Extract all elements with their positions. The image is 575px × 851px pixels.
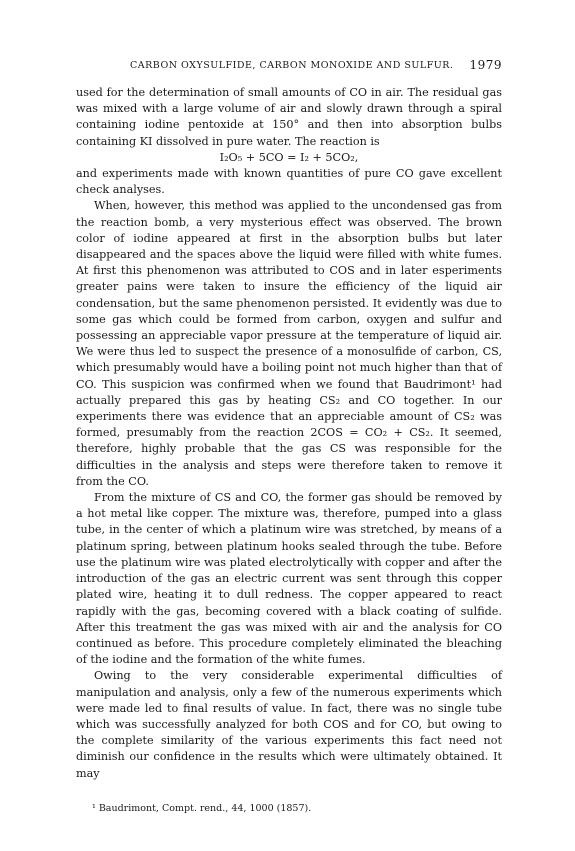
paragraph-1: used for the determination of small amounts of CO in air. The residual gas was mixed with a large volume of air and slowly drawn through a spiral containing iodine pentoxide at 150° and then into absorption bulbs containing KI dissolved in pure water. The reaction is <box>76 86 502 148</box>
running-header <box>82 58 502 74</box>
running-title: CARBON OXYSULFIDE, CARBON MONOXIDE AND SULFUR. <box>130 60 454 71</box>
body-text <box>76 85 502 782</box>
paragraph-1-continued: and experiments made with known quantities of pure CO gave excellent check analyses. <box>76 167 502 197</box>
footnote: ¹ Baudrimont, Compt. rend., 44, 1000 (1857). <box>92 803 312 814</box>
paragraph-4: Owing to the very considerable experimental difficulties of manipulation and analysis, only a few of the numerous experiments which were made led to final results of value. In fact, there was no single tube which was successfully analyzed for both COS and for CO, but owing to the complete similarity of the various experiments this fact need not diminish our confidence in the results which were ultimately obtained. It may <box>76 669 502 780</box>
reaction-equation: I₂O₅ + 5CO = I₂ + 5CO₂, <box>219 150 359 164</box>
page-number: 1979 <box>469 58 502 72</box>
paragraph-3: From the mixture of CS and CO, the former gas should be removed by a hot metal like copper. The mixture was, therefore, pumped into a glass tube, in the center of which a platinum wire was stretched, by means of a platinum spring, between platinum hooks sealed through the tube. Before use the platinum wire was plated electrolytically with copper and after the introduction of the gas an electric current was sent through this copper plated wire, heating it to dull redness. The copper appeared to react rapidly with the gas, becoming covered with a black coating of sulfide. After this treatment the gas was mixed with air and the analysis for CO continued as before. This procedure completely eliminated the bleaching of the iodine and the formation of the white fumes. <box>76 491 502 667</box>
paragraph-2: When, however, this method was applied to the uncondensed gas from the reaction bomb, a very mysterious effect was observed. The brown color of iodine appeared at first in the absorption bulbs but later disappeared and the spaces above the liquid were filled with white fumes. At first this phenomenon was attributed to COS and in later esperiments greater pains were taken to insure the efficiency of the liquid air condensation, but the same phenomenon persisted. It evidently was due to some gas which could be formed from carbon, oxygen and sulfur and possessing an appreciable vapor pressure at the temperature of liquid air. We were thus led to suspect the presence of a monosulfide of carbon, CS, which presumably would have a boiling point not much higher than that of CO. This suspicion was confirmed when we found that Baudrimont¹ had actually prepared this gas by heating CS₂ and CO together. In our experiments there was evidence that an appreciable amount of CS₂ was formed, presumably from the reaction 2COS = CO₂ + CS₂. It seemed, therefore, highly probable that the gas CS was responsible for the difficulties in the analysis and steps were therefore taken to remove it from the CO. <box>76 199 502 488</box>
